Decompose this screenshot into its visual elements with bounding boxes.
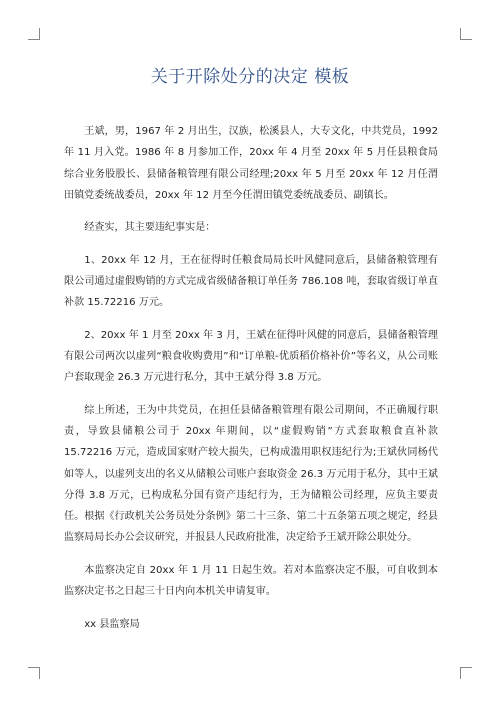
paragraph-issuer: xx 县监察局 bbox=[84, 618, 140, 630]
crop-mark-top-right bbox=[460, 28, 472, 40]
paragraph-fact-1: 1、20xx 年 12 月，王在征得时任粮食局局长叶风健同意后，县储备粮管理有限公司通过虚假购销的方式完成省级储备粮订单任务 786.108 吨，套取省级订单直补款 15.72216 万元。 bbox=[64, 254, 438, 309]
paragraph-effective-date: 本监察决定自 20xx 年 1 月 11 日起生效。若对本监察决定不服，可自收到本监察决定书之日起三十日内向本机关申请复审。 bbox=[64, 564, 438, 598]
crop-mark-bottom-left bbox=[28, 667, 40, 679]
paragraph-fact-2: 2、20xx 年 1 月至 20xx 年 3 月，王斌在征得叶风健的同意后，县储备粮管理有限公司两次以虚列“粮食收购费用”和“订单粮-优质稻价格补价”等名义，从公司账户套取现金 26.3 万元进行私分，其中王斌分得 3.8 万元。 bbox=[64, 329, 438, 384]
document-title: 关于开除处分的决定 模板 bbox=[150, 67, 350, 87]
paragraph-conclusion: 综上所述，王为中共党员，在担任县储备粮管理有限公司期间，不正确履行职责，导致县储粮公司于 20xx 年期间，以“虚假购销”方式套取粮食直补款 15.72216 万元，造成国家财产较大损失，已构成滥用职权违纪行为;王斌伙同杨代如等人，以虚列支出的名义从储粮公司账户套取资金 26.3 万元用于私分，其中王斌分得 3.8 万元，已构成私分国有资产违纪行为，王为储粮公司经理，应负主要责任。根据《行政机关公务员处分条例》第二十三条、第二十五条第五项之规定，经县监察局局长办公会议研究，并报县人民政府批准，决定给予王斌开除公职处分。 bbox=[64, 404, 438, 544]
crop-mark-bottom-right bbox=[460, 667, 472, 679]
paragraph-personal-info: 王斌，男，1967 年 2 月出生，汉族，松溪县人，大专文化，中共党员，1992 年 11 月入党。1986 年 8 月参加工作，20xx 年 4 月至 20xx 年 5 月任县粮食局综合业务股股长、县储备粮管理有限公司经理;20xx 年 5 月至 20xx 年 12 月任渭田镇党委统战委员，20xx 年 12 月至今任渭田镇党委统战委员、副镇长。 bbox=[64, 126, 438, 201]
paragraph-facts-intro: 经查实，其主要违纪事实是： bbox=[84, 222, 216, 234]
document-body bbox=[64, 121, 438, 646]
crop-mark-top-left bbox=[28, 28, 40, 40]
